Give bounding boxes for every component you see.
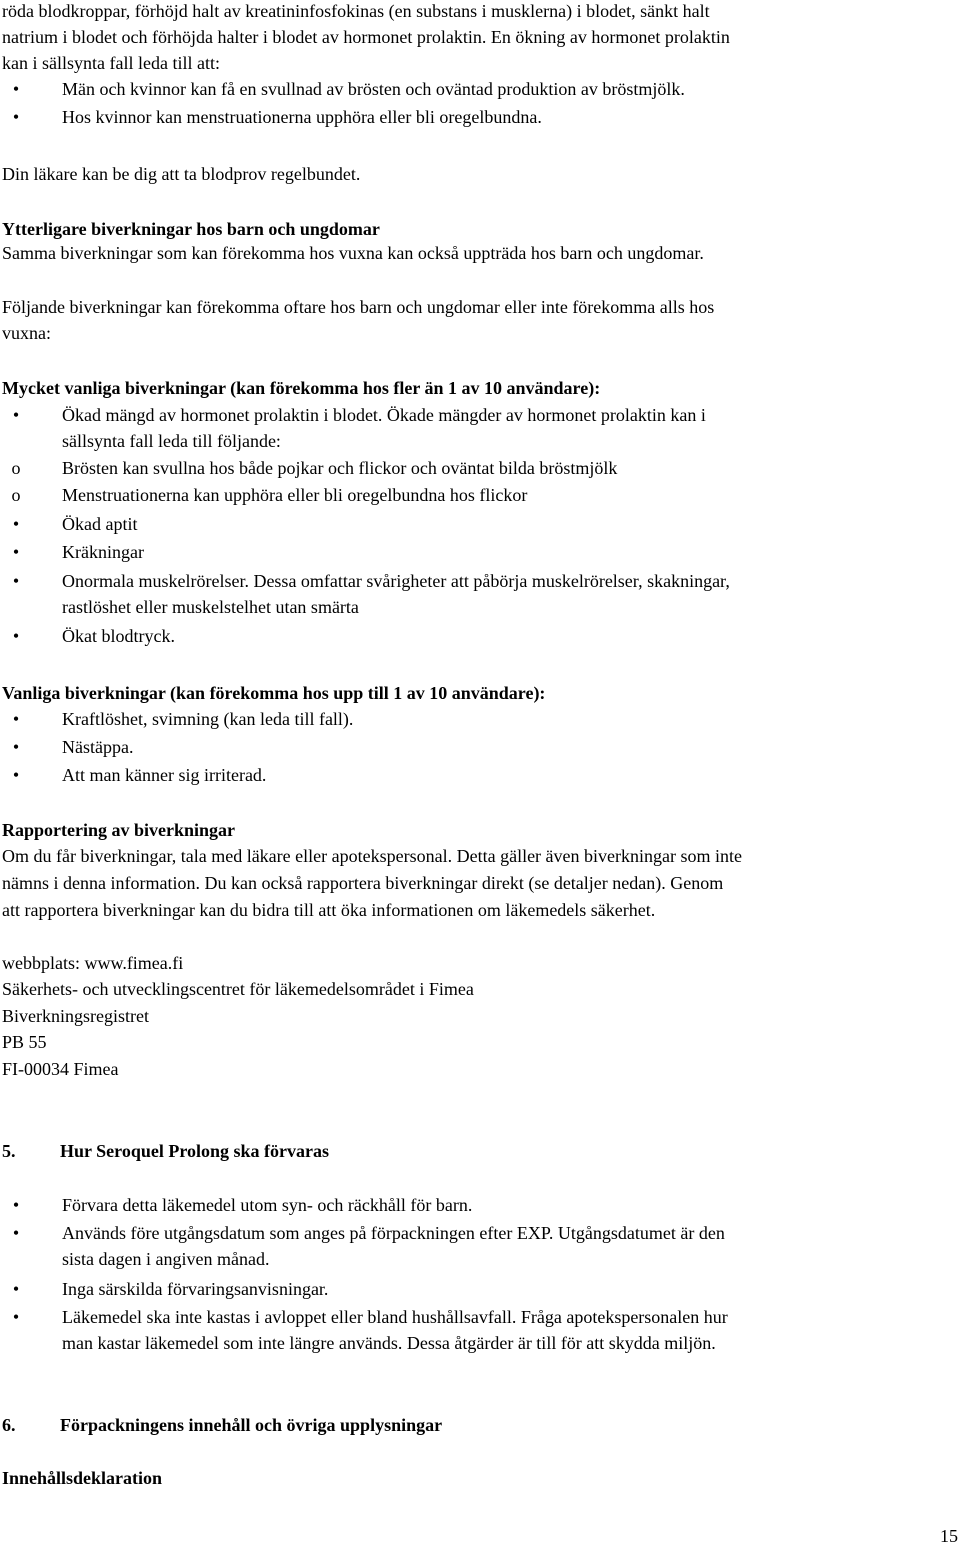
following-line-2: vuxna: [2,323,51,343]
list-item [2,706,942,732]
contact-org: Säkerhets- och utvecklingscentret för läkemedelsområdet i Fimea [2,979,474,999]
intro-line-2: natrium i blodet och förhöjda halter i blodet av hormonet prolaktin. En ökning av hormonet prolaktin [2,27,730,47]
bullet-icon: • [12,107,20,127]
list-item-text: sällsynta fall leda till följande: [62,431,281,451]
list-item-text: Ökad aptit [62,514,138,534]
blood-test-note: Din läkare kan be dig att ta blodprov regelbundet. [2,164,361,184]
bullet-icon: • [12,405,20,425]
list-item-text: Inga särskilda förvaringsanvisningar. [62,1279,329,1299]
list-item [2,76,942,102]
very-common-sub-list [2,455,942,508]
list-item [2,623,942,649]
bullet-icon: • [12,1195,20,1215]
contact-website: webbplats: www.fimea.fi [2,953,184,973]
bullet-icon: • [12,737,20,757]
contact-register: Biverkningsregistret [2,1006,149,1026]
section-number: 6. [2,1415,16,1435]
circle-bullet-icon: o [11,458,21,478]
list-item-text: Läkemedel ska inte kastas i avloppet eller bland hushållsavfall. Fråga apotekspersonalen hur [62,1307,728,1327]
reporting-line-3: att rapportera biverkningar kan du bidra till att öka informationen om läkemedels säkerhet. [2,900,656,920]
bullet-icon: • [12,79,20,99]
list-item [2,539,942,565]
very-common-list [2,402,942,454]
intro-line-3: kan i sällsynta fall leda till att: [2,53,220,73]
list-item-text: Hos kvinnor kan menstruationerna upphöra eller bli oregelbundna. [62,107,542,127]
storage-list [2,1304,942,1356]
very-common-heading: Mycket vanliga biverkningar (kan förekomma hos fler än 1 av 10 användare): [2,378,601,398]
very-common-list-continued [2,568,942,620]
bullet-icon: • [12,571,20,591]
list-item-text: Män och kvinnor kan få en svullnad av brösten och oväntad produktion av bröstmjölk. [62,79,685,99]
list-item-text: Nästäppa. [62,737,134,757]
bullet-icon: • [12,1223,20,1243]
list-item [2,1276,942,1302]
following-line-1: Följande biverkningar kan förekomma oftare hos barn och ungdomar eller inte förekomma alls hos [2,297,715,317]
list-item-text: Förvara detta läkemedel utom syn- och räckhåll för barn. [62,1195,473,1215]
very-common-list-continued [2,623,942,649]
list-item [2,762,942,788]
list-item-text: Ökat blodtryck. [62,626,175,646]
bullet-icon: • [12,514,20,534]
list-item-text: rastlöshet eller muskelstelhet utan smärta [62,597,359,617]
intro-line-1: röda blodkroppar, förhöjd halt av kreatininfosfokinas (en substans i musklerna) i blodet, sänkt halt [2,1,710,21]
reporting-line-2: nämns i denna information. Du kan också rapportera biverkningar direkt (se detaljer nedan). Genom [2,873,724,893]
list-item [2,402,942,454]
declaration-heading: Innehållsdeklaration [2,1468,163,1488]
list-item [2,511,942,537]
children-text: Samma biverkningar som kan förekomma hos vuxna kan också uppträda hos barn och ungdomar. [2,243,704,263]
bullet-icon: • [12,709,20,729]
list-item-text: Används före utgångsdatum som anges på förpackningen efter EXP. Utgångsdatumet är den [62,1223,725,1243]
bullet-icon: • [12,626,20,646]
storage-list [2,1192,942,1218]
sub-list-item [2,482,942,508]
bullet-icon: • [12,1279,20,1299]
bullet-icon: • [12,1307,20,1327]
children-heading: Ytterligare biverkningar hos barn och ungdomar [2,219,380,239]
bullet-icon: • [12,542,20,562]
sub-list-item-text: Menstruationerna kan upphöra eller bli oregelbundna hos flickor [62,485,528,505]
common-heading: Vanliga biverkningar (kan förekomma hos upp till 1 av 10 användare): [2,683,546,703]
circle-bullet-icon: o [11,485,21,505]
list-item-text: Onormala muskelrörelser. Dessa omfattar svårigheter att påbörja muskelrörelser, skakningar, [62,571,730,591]
list-item-text: sista dagen i angiven månad. [62,1249,270,1269]
common-list [2,706,942,788]
reporting-line-1: Om du får biverkningar, tala med läkare eller apotekspersonal. Detta gäller även biverkningar som inte [2,846,742,866]
section-6-heading [2,1412,942,1438]
list-item-text: Att man känner sig irriterad. [62,765,267,785]
storage-list [2,1220,942,1272]
contact-postal: FI-00034 Fimea [2,1059,119,1079]
intro-paragraph [2,0,942,130]
list-item-text: man kastar läkemedel som inte längre används. Dessa åtgärder är till för att skydda miljön. [62,1333,716,1353]
list-item [2,734,942,760]
storage-list [2,1276,942,1302]
bullet-icon: • [12,765,20,785]
sub-list-item-text: Brösten kan svullna hos både pojkar och flickor och oväntat bilda bröstmjölk [62,458,618,478]
list-item [2,568,942,620]
list-item-text: Kräkningar [62,542,144,562]
contact-box: PB 55 [2,1032,47,1052]
section-number: 5. [2,1141,16,1161]
list-item [2,1304,942,1356]
very-common-list-continued [2,511,942,537]
page-number: 15 [940,1526,958,1546]
list-item-text: Kraftlöshet, svimning (kan leda till fall). [62,709,354,729]
sub-list-item [2,455,942,481]
very-common-list-continued [2,539,942,565]
list-item [2,1192,942,1218]
reporting-heading: Rapportering av biverkningar [2,820,236,840]
list-item [2,1220,942,1272]
intro-bullet-list [2,76,942,130]
section-title: Förpackningens innehåll och övriga upplysningar [60,1415,443,1435]
list-item [2,104,942,130]
section-5-heading [2,1138,942,1164]
section-title: Hur Seroquel Prolong ska förvaras [60,1141,330,1161]
list-item-text: Ökad mängd av hormonet prolaktin i blodet. Ökade mängder av hormonet prolaktin kan i [62,405,706,425]
